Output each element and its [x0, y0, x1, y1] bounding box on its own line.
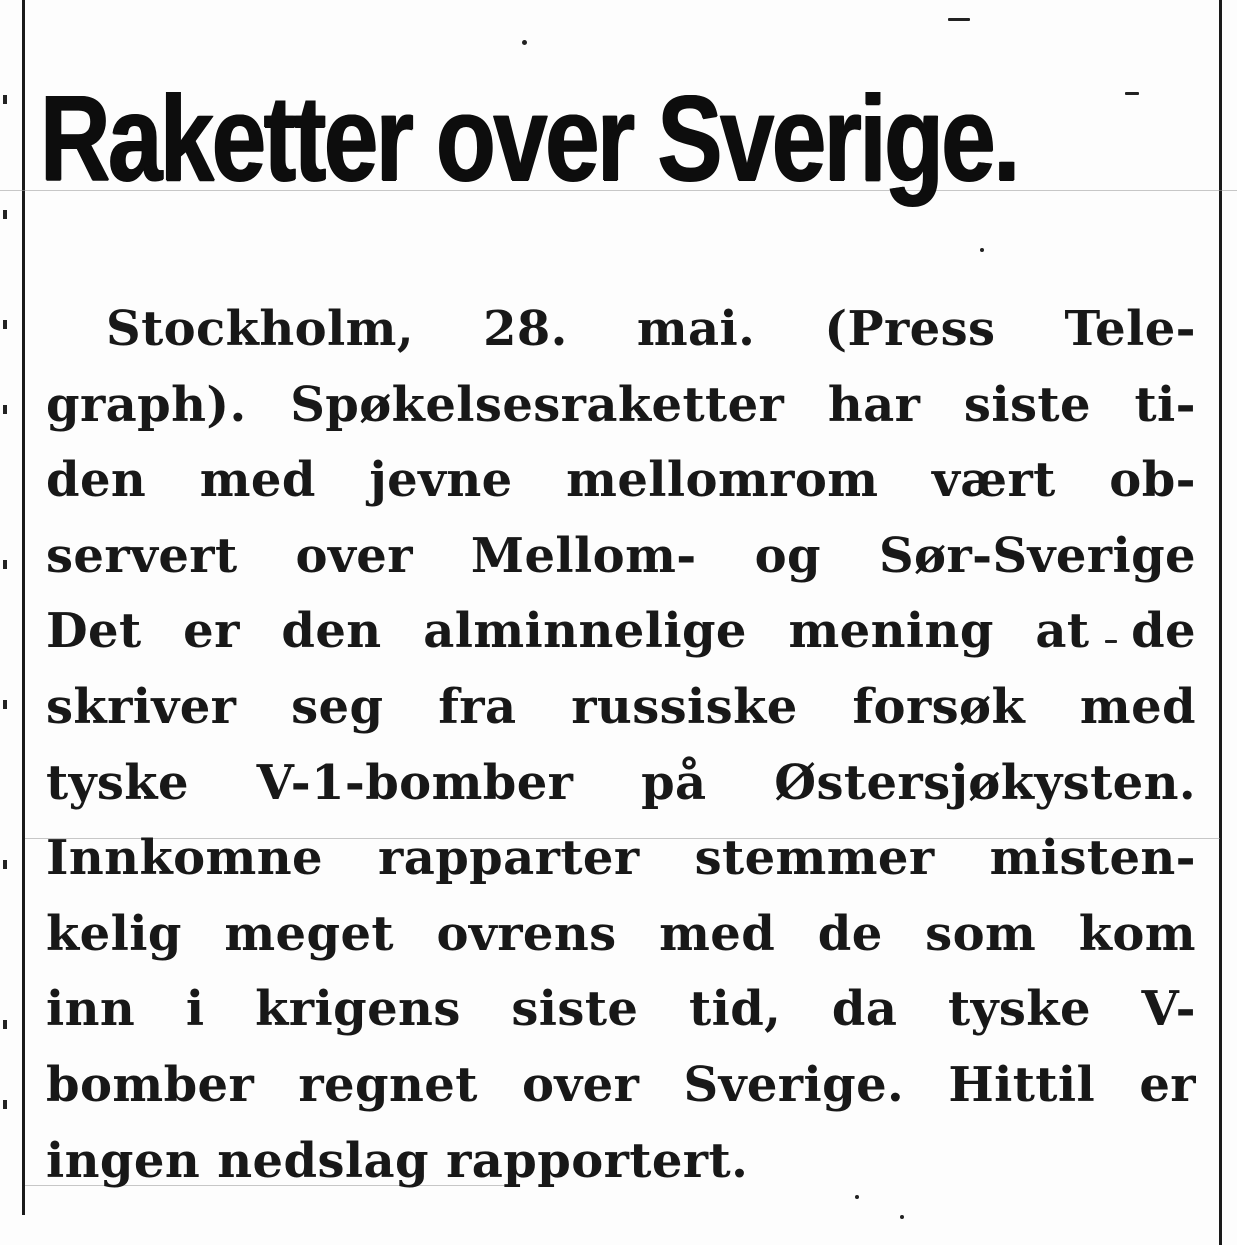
article-line: Det er den alminnelige mening at de	[46, 603, 1196, 660]
article-line: servert over Mellom- og Sør-Sverige	[46, 527, 1196, 584]
article-line: bomber regnet over Sverige. Hittil er	[46, 1056, 1196, 1113]
article-line: Innkomne rapparter stemmer misten-	[46, 830, 1196, 887]
edge-mark	[3, 320, 7, 329]
article-line: tyske V-1-bomber på Østersjøkysten.	[46, 754, 1196, 811]
article-body	[46, 292, 1196, 1199]
ink-speck	[1125, 92, 1139, 95]
ink-speck	[522, 40, 527, 45]
right-column-rule	[1219, 0, 1222, 1245]
edge-mark	[3, 1100, 7, 1109]
edge-mark	[3, 860, 7, 869]
article-line: ingen nedslag rapportert.	[46, 1132, 749, 1189]
edge-mark	[3, 95, 7, 104]
ink-speck	[900, 1215, 904, 1219]
article-line: kelig meget ovrens med de som kom	[46, 905, 1196, 962]
ink-speck	[948, 18, 970, 21]
edge-mark	[3, 405, 7, 414]
article-line: Stockholm, 28. mai. (Press Tele-	[106, 301, 1196, 357]
article-line: graph). Spøkelsesraketter har siste ti-	[46, 376, 1196, 433]
edge-mark	[3, 1020, 7, 1029]
article-line: skriver seg fra russiske forsøk med	[46, 678, 1196, 735]
edge-mark	[3, 560, 7, 569]
left-column-rule	[22, 0, 25, 1215]
ink-speck	[980, 248, 984, 252]
article-line: den med jevne mellomrom vært ob-	[46, 452, 1196, 509]
headline: Raketter over Sverige.	[40, 70, 1018, 206]
edge-mark	[3, 210, 7, 219]
article-line: inn i krigens siste tid, da tyske V-	[46, 981, 1196, 1038]
edge-mark	[3, 700, 7, 709]
